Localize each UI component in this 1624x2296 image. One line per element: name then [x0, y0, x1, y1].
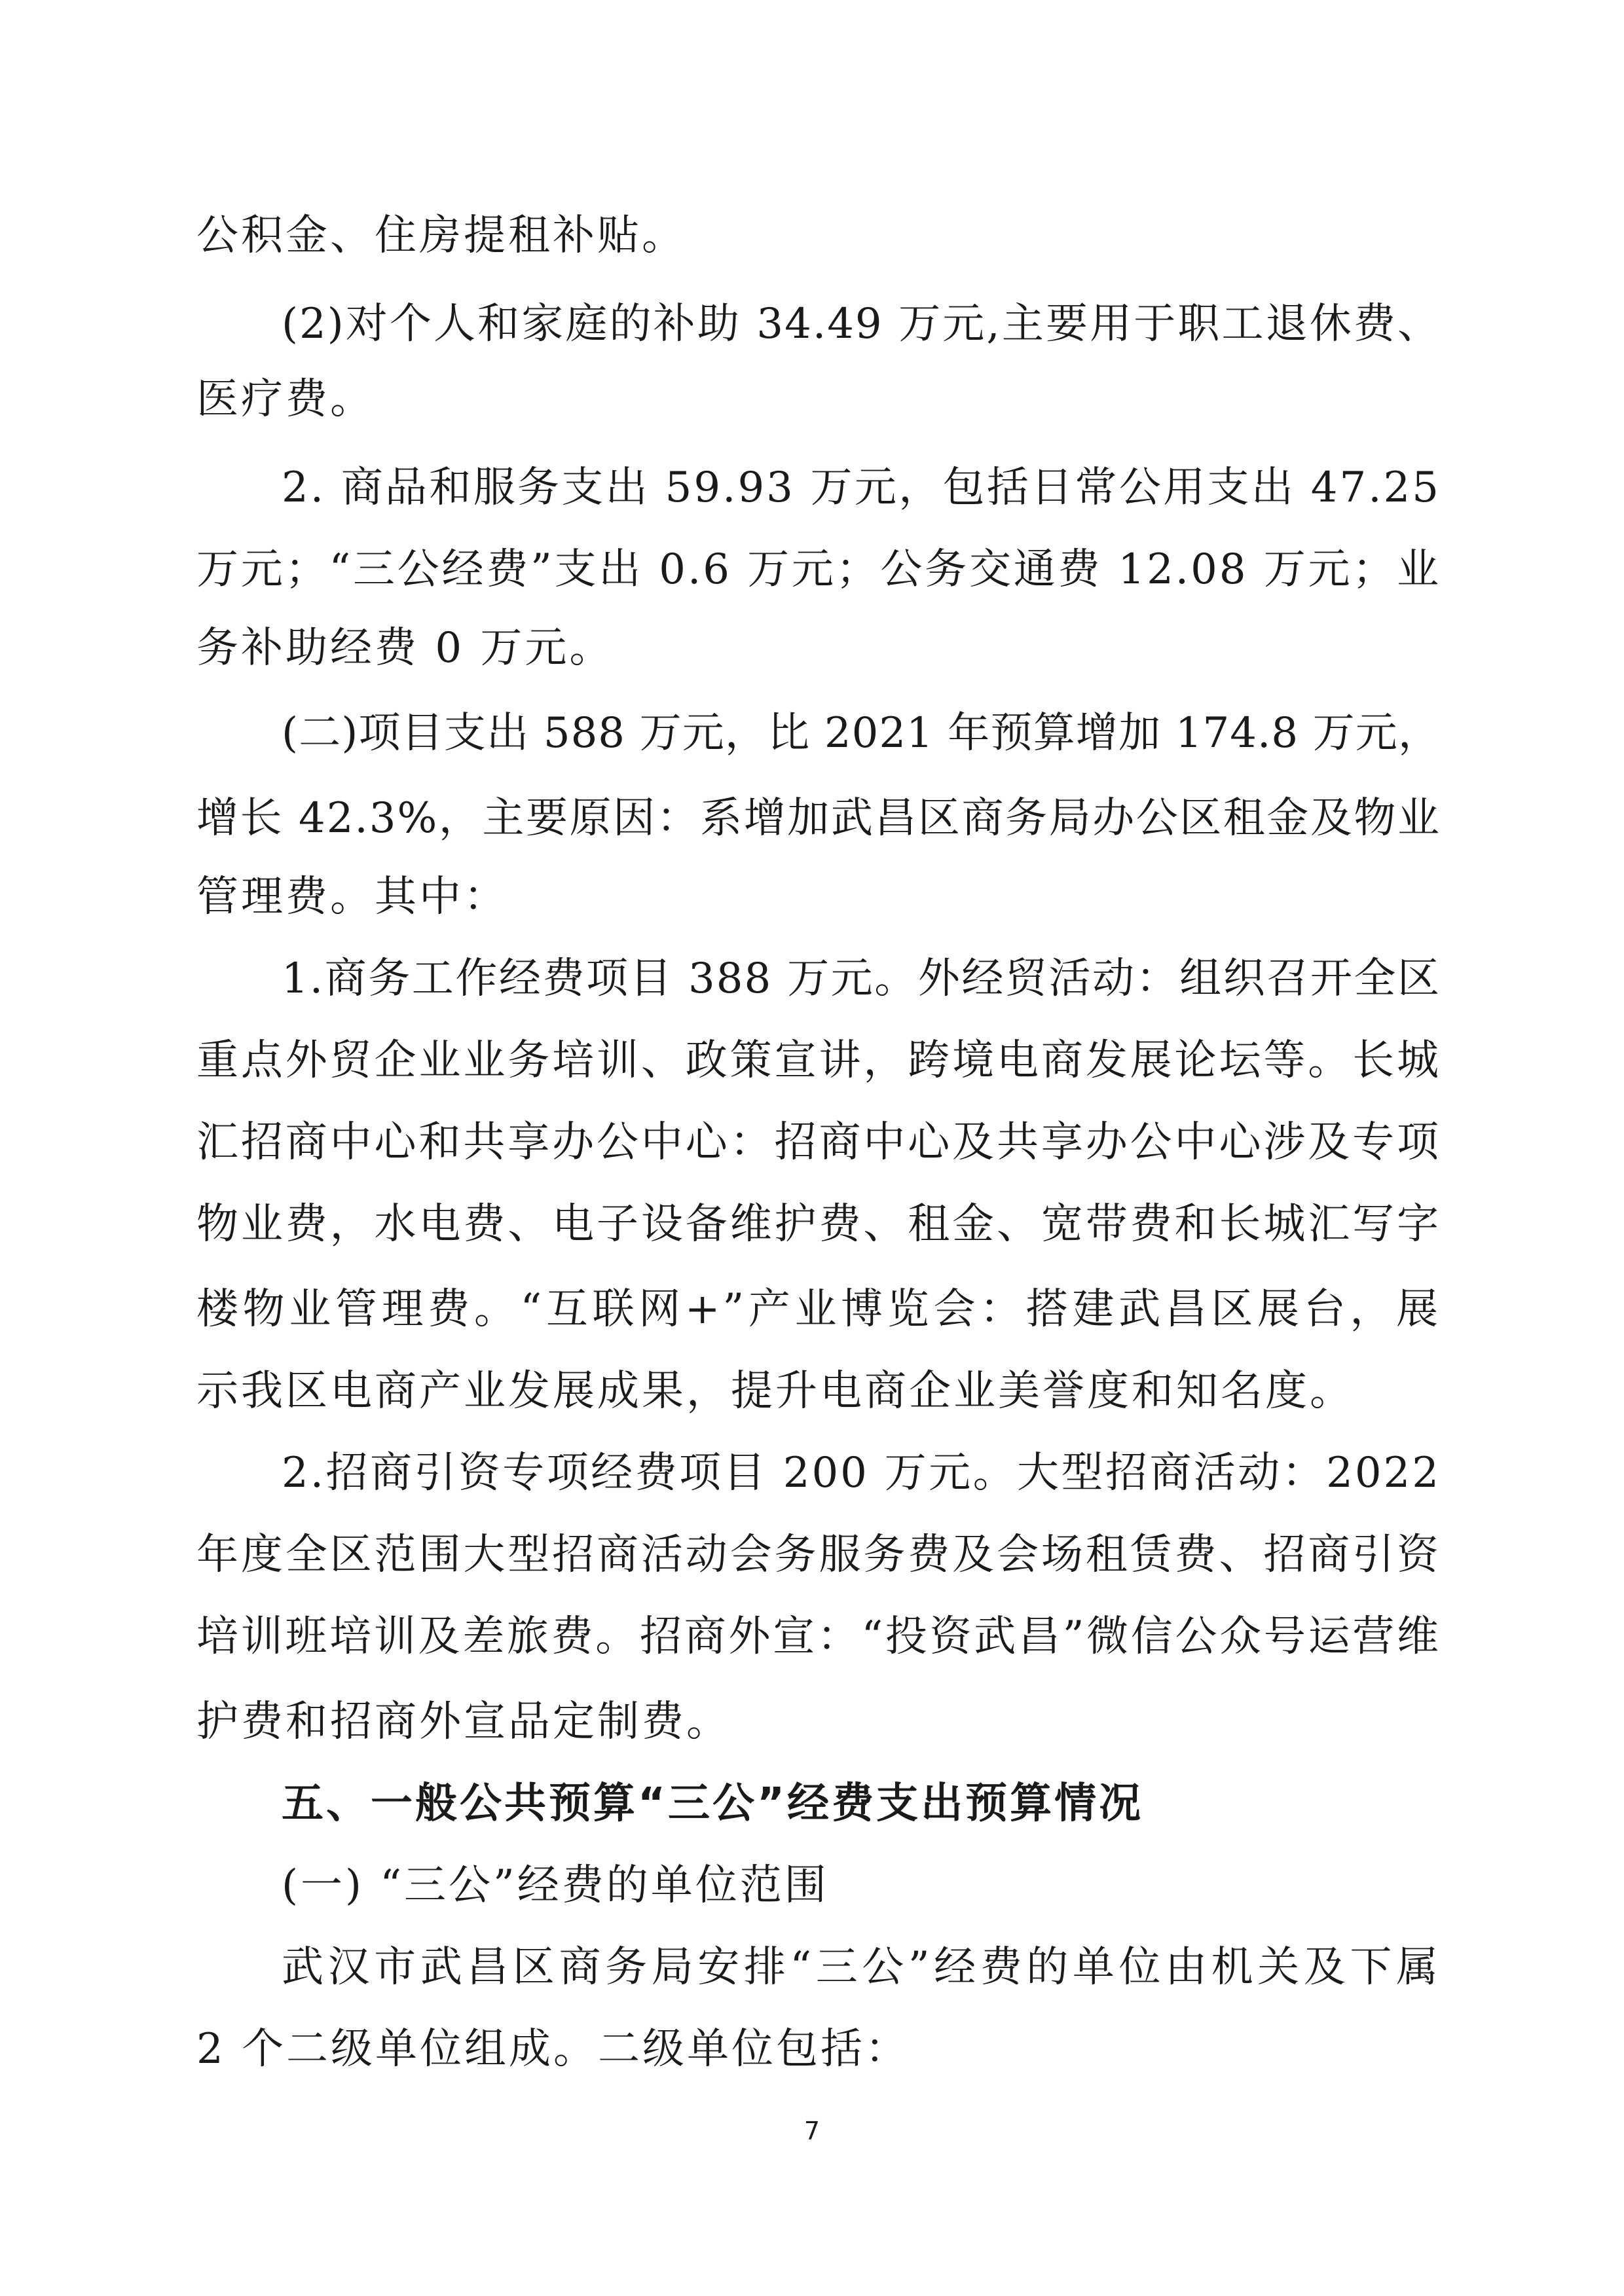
text-line: 汇招商中心和共享办公中心：招商中心及共享办公中心涉及专项 [196, 1118, 1441, 1167]
section-heading: 五、一般公共预算“三公”经费支出预算情况 [282, 1779, 1144, 1828]
text-line: 武汉市武昌区商务局安排“三公”经费的单位由机关及下属 [282, 1943, 1441, 1992]
subsection-heading: (一) “三公”经费的单位范围 [282, 1861, 829, 1910]
text-line: 增长 42.3%，主要原因：系增加武昌区商务局办公区租金及物业 [196, 794, 1441, 843]
text-line: 2. 商品和服务支出 59.93 万元，包括日常公用支出 47.25 [282, 464, 1441, 512]
text-line: (2)对个人和家庭的补助 34.49 万元,主要用于职工退休费、 [282, 300, 1441, 348]
text-line: 物业费，水电费、电子设备维护费、租金、宽带费和长城汇写字 [196, 1200, 1441, 1248]
page-number: 7 [803, 2117, 821, 2145]
text-line: 培训班培训及差旅费。招商外宣：“投资武昌”微信公众号运营维 [196, 1613, 1441, 1661]
text-line: 示我区电商产业发展成果，提升电商企业美誉度和知名度。 [196, 1367, 1354, 1415]
text-line: (二)项目支出 588 万元，比 2021 年预算增加 174.8 万元， [282, 709, 1441, 757]
text-line: 管理费。其中： [196, 873, 508, 921]
text-line: 1.商务工作经费项目 388 万元。外经贸活动：组织召开全区 [282, 955, 1441, 1003]
text-line: 护费和招商外宣品定制费。 [196, 1698, 731, 1746]
text-line: 2.招商引资专项经费项目 200 万元。大型招商活动：2022 [282, 1449, 1441, 1497]
text-line: 务补助经费 0 万元。 [196, 624, 614, 672]
text-line: 楼物业管理费。“互联网+”产业博览会：搭建武昌区展台，展 [196, 1285, 1441, 1334]
text-line: 2 个二级单位组成。二级单位包括： [196, 2025, 910, 2073]
text-line: 年度全区范围大型招商活动会务服务费及会场租赁费、招商引资 [196, 1531, 1441, 1579]
text-line: 万元；“三公经费”支出 0.6 万元；公务交通费 12.08 万元；业 [196, 545, 1441, 594]
text-line: 公积金、住房提租补贴。 [196, 211, 686, 260]
text-line: 重点外贸企业业务培训、政策宣讲，跨境电商发展论坛等。长城 [196, 1036, 1441, 1085]
text-line: 医疗费。 [196, 375, 375, 424]
